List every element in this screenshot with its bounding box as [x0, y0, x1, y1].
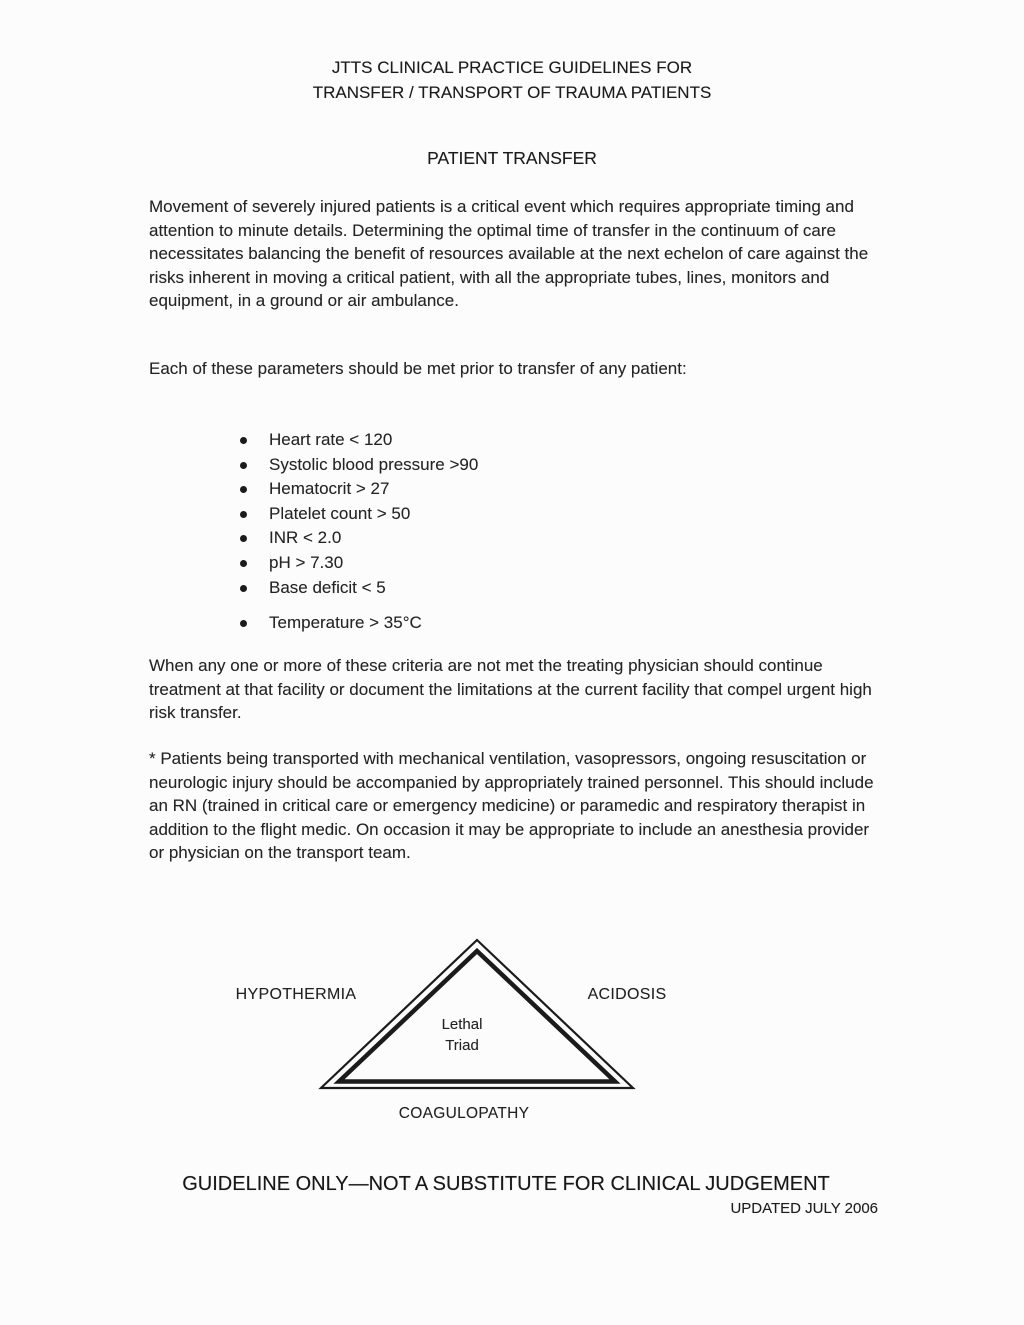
parameter-base-deficit: Base deficit < 5 — [238, 576, 478, 601]
parameter-platelet-count: Platelet count > 50 — [238, 502, 478, 527]
criteria-note-paragraph: When any one or more of these criteria are not met the treating physician should continue treatment at that facility or document the limitations at the current facility that compel urgent high risk transfer. — [149, 656, 872, 722]
parameter-temperature: Temperature > 35°C — [238, 611, 478, 636]
document-title-line1: JTTS CLINICAL PRACTICE GUIDELINES FOR — [331, 58, 693, 77]
coagulopathy-label: COAGULOPATHY — [398, 1105, 530, 1122]
parameter-systolic-bp: Systolic blood pressure >90 — [238, 453, 478, 478]
hypothermia-label: HYPOTHERMIA — [235, 986, 357, 1003]
parameter-hematocrit: Hematocrit > 27 — [238, 477, 478, 502]
intro-paragraph: Movement of severely injured patients is a critical event which requires appropriate timing and attention to minute details. Determining the optimal time of transfer in the continuum of care necessitates balancing the benefit of resources available at the next echelon of care against the risks inherent in moving a critical patient, with all the appropriate tubes, lines, monitors and equipment, in a ground or air ambulance. — [149, 197, 869, 310]
acidosis-label: ACIDOSIS — [587, 986, 667, 1003]
lethal-triad-label — [382, 1014, 542, 1056]
transport-note-paragraph: * Patients being transported with mechanical ventilation, vasopressors, ongoing resuscitation or neurologic injury should be accompanied by appropriately trained personnel. This should include an RN (trained in critical care or emergency medicine) or paramedic and respiratory therapist in addition to the flight medic. On occasion it may be appropriate to include an anesthesia provider or physician on the transport team. — [149, 749, 874, 862]
guideline-disclaimer: GUIDELINE ONLY—NOT A SUBSTITUTE FOR CLINICAL JUDGEMENT — [182, 1173, 830, 1195]
parameter-inr: INR < 2.0 — [238, 526, 478, 551]
parameter-ph: pH > 7.30 — [238, 551, 478, 576]
updated-date: UPDATED JULY 2006 — [730, 1200, 878, 1217]
lethal-triad-diagram — [0, 930, 1024, 1140]
transfer-parameters-list — [238, 428, 478, 636]
lethal-triad-label-line2: Triad — [445, 1037, 479, 1054]
parameters-intro-paragraph: Each of these parameters should be met prior to transfer of any patient: — [149, 359, 687, 378]
parameter-heart-rate: Heart rate < 120 — [238, 428, 478, 453]
lethal-triad-label-line1: Lethal — [441, 1016, 483, 1033]
section-heading: PATIENT TRANSFER — [427, 148, 597, 168]
document-title-line2: TRANSFER / TRANSPORT OF TRAUMA PATIENTS — [312, 83, 712, 102]
document-title — [0, 55, 1024, 105]
